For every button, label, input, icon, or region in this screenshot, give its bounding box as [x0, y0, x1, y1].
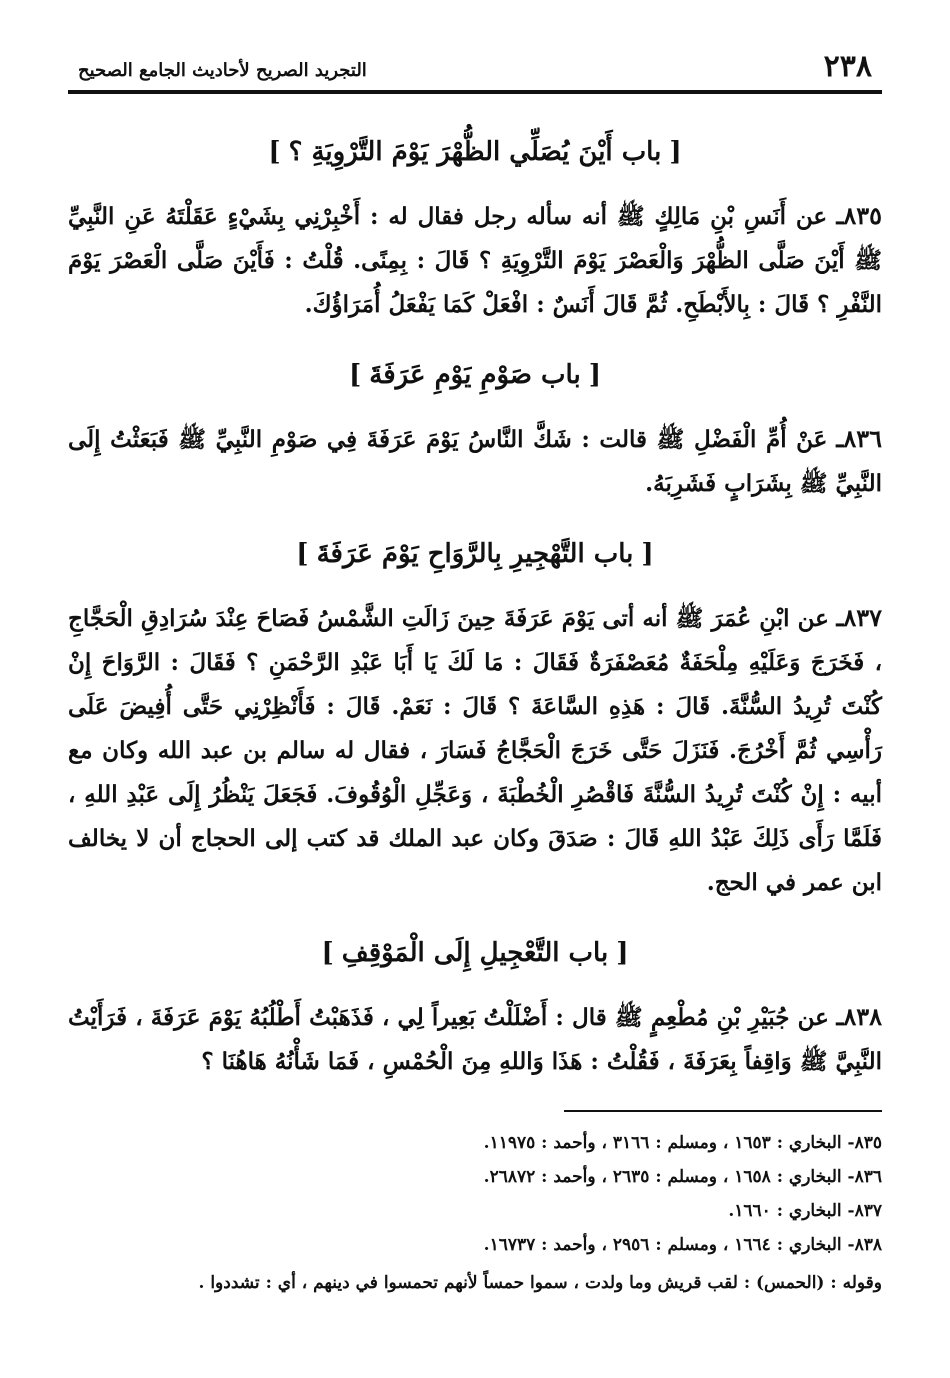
chapter-heading	[68, 532, 882, 576]
hadith-dash: ـ	[836, 1002, 844, 1031]
chapter-title: باب أَيْنَ يُصَلِّي الظُّهْرَ يَوْمَ التَّرْوِيَةِ ؟	[288, 137, 662, 167]
hadith-dash: ـ	[836, 603, 844, 632]
hadith-dash: ـ	[836, 424, 844, 453]
footnotes	[68, 1126, 882, 1300]
open-bracket: [	[588, 360, 601, 390]
hadith-text: عَنْ أُمِّ الْفَضْلِ ﷺ قالت : شَكَّ النَّاسُ يَوْمَ عَرَفَةَ فِي صَوْمِ النَّبِيِّ ﷺ فَبَعَثْتُ إِلَى النَّبِيِّ ﷺ بِشَرَابٍ فَشَرِبَهُ.	[68, 426, 882, 497]
book-page	[68, 0, 882, 1378]
close-bracket: ]	[296, 539, 309, 569]
hadith-paragraph	[68, 995, 882, 1084]
close-bracket: ]	[348, 360, 362, 390]
footnote-note: وقوله : (الحمس) : لقب قريش وما ولدت ، سموا حمساً لأنهم تحمسوا في دينهم ، أي : تشددوا .	[198, 1273, 882, 1293]
chapter-title: باب التَّعْجِيلِ إِلَى الْمَوْقِفِ	[341, 938, 609, 968]
hadith-text: عن جُبَيْرِ بْنِ مُطْعِمٍ ﷺ قال : أَضْلَلْتُ بَعِيراً لِي ، فَذَهَبْتُ أَطْلُبُهُ يَوْمَ عَرَفَةَ ، فَرَأَيْتُ النَّبِيَّ ﷺ وَاقِفاً بِعَرَفَةَ ، فَقُلْتُ : هَذَا وَاللهِ مِنَ الْحُمْسِ ، فَمَا شَأْنُهُ هَاهُنَا ؟	[68, 1004, 882, 1075]
open-bracket: [	[616, 938, 629, 968]
hadith-number: ٨٣٥	[843, 201, 883, 230]
footnote-separator	[564, 1110, 882, 1112]
footnote: ٨٣٧- البخاري : ١٦٦٠.	[728, 1201, 882, 1221]
chapter-heading	[68, 353, 882, 397]
hadith-paragraph	[68, 417, 882, 506]
close-bracket: ]	[321, 938, 334, 968]
hadith-number: ٨٣٧	[843, 603, 883, 632]
hadith-text: عن أَنَسِ بْنِ مَالِكٍ ﷺ أنه سأله رجل فقال له : أَخْبِرْنِي بِشَيْءٍ عَقَلْتَهُ عَنِ النَّبِيِّ ﷺ أَيْنَ صَلَّى الظُّهْرَ وَالْعَصْرَ يَوْمَ التَّرْوِيَةِ ؟ قَالَ : بِمِنًى. قُلْتُ : فَأَيْنَ صَلَّى الْعَصْرَ يَوْمَ النَّفْرِ ؟ قَالَ : بِالأَبْطَحِ. ثُمَّ قَالَ أَنَسٌ : افْعَلْ كَمَا يَفْعَلُ أُمَرَاؤُكَ.	[68, 203, 882, 318]
hadith-number: ٨٣٦	[843, 424, 882, 453]
chapter-heading	[68, 931, 882, 975]
footnote: ٨٣٦- البخاري : ١٦٥٨ ، ومسلم : ٢٦٣٥ ، وأحمد : ٢٦٨٧٢.	[483, 1167, 882, 1187]
page-number: ٢٣٨	[823, 49, 872, 84]
chapter-title: باب التَّهْجِيرِ بِالرَّوَاحِ يَوْمَ عَرَفَةَ	[316, 539, 634, 569]
hadith-paragraph	[68, 596, 882, 905]
close-bracket: ]	[268, 137, 281, 167]
open-bracket: [	[669, 137, 682, 167]
open-bracket: [	[641, 539, 654, 569]
hadith-number: ٨٣٨	[843, 1002, 883, 1031]
hadith-paragraph	[68, 194, 882, 327]
page-header	[68, 40, 882, 94]
chapter-title: باب صَوْمِ يَوْمِ عَرَفَةَ	[369, 360, 581, 390]
footnote: ٨٣٨- البخاري : ١٦٦٤ ، ومسلم : ٢٩٥٦ ، وأحمد : ١٦٧٣٧.	[483, 1235, 882, 1255]
hadith-text: عن ابْنِ عُمَرَ ﷺ أنه أتى يَوْمَ عَرَفَةَ حِينَ زَالَتِ الشَّمْسُ فَصَاحَ عِنْدَ سُرَادِقِ الْحَجَّاجِ ، فَخَرَجَ وَعَلَيْهِ مِلْحَفَةٌ مُعَصْفَرَةٌ فَقَالَ : مَا لَكَ يَا أَبَا عَبْدِ الرَّحْمَنِ ؟ فَقَالَ : الرَّوَاحَ إِنْ كُنْتَ تُرِيدُ السُّنَّةَ. قَالَ : هَذِهِ السَّاعَةَ ؟ قَالَ : نَعَمْ. قَالَ : فَأَنْظِرْنِي حَتَّى أُفِيضَ عَلَى رَأْسِي ثُمَّ أَخْرُجَ. فَنَزَلَ حَتَّى خَرَجَ الْحَجَّاجُ فَسَارَ ، فقال له سالم بن عبد الله وكان مع أبيه : إِنْ كُنْتَ تُرِيدُ السُّنَّةَ فَاقْصُرِ الْخُطْبَةَ ، وَعَجِّلِ الْوُقُوفَ. فَجَعَلَ يَنْظُرُ إِلَى عَبْدِ اللهِ ، فَلَمَّا رَأَى ذَلِكَ عَبْدُ اللهِ قَالَ : صَدَقَ وكان عبد الملك قد كتب إلى الحجاج أن لا يخالف ابن عمر في الحج.	[68, 605, 882, 896]
footnote: ٨٣٥- البخاري : ١٦٥٣ ، ومسلم : ٣١٦٦ ، وأحمد : ١١٩٧٥.	[483, 1133, 882, 1153]
chapter-heading	[68, 130, 882, 174]
main-content	[68, 130, 882, 1110]
hadith-dash: ـ	[836, 201, 844, 230]
running-title: التجريد الصريح لأحاديث الجامع الصحيح	[78, 60, 367, 81]
